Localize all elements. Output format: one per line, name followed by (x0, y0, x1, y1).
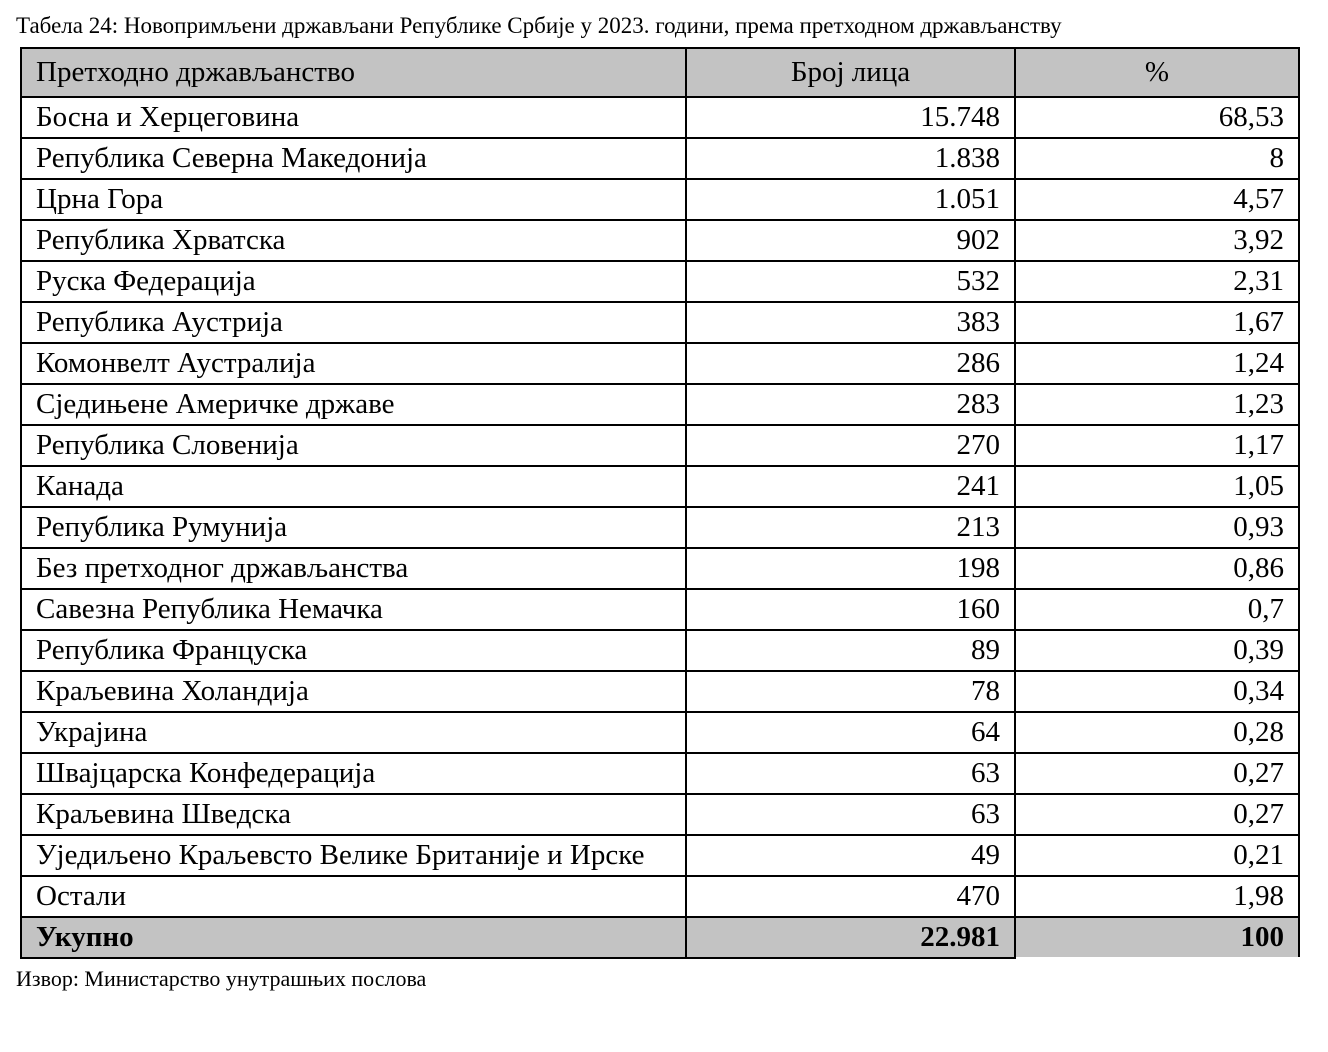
count-cell: 64 (686, 712, 1015, 753)
total-row (21, 917, 1299, 958)
table-row (21, 507, 1299, 548)
percent-cell: 0,93 (1015, 507, 1299, 548)
percent-cell: 1,67 (1015, 302, 1299, 343)
country-cell: Савезна Република Немачка (21, 589, 686, 630)
count-cell: 270 (686, 425, 1015, 466)
column-header-percent: % (1015, 48, 1299, 97)
percent-cell: 0,28 (1015, 712, 1299, 753)
country-cell: Црна Гора (21, 179, 686, 220)
country-cell: Република Аустрија (21, 302, 686, 343)
country-cell: Канада (21, 466, 686, 507)
count-cell: 286 (686, 343, 1015, 384)
country-cell: Република Румунија (21, 507, 686, 548)
percent-cell: 3,92 (1015, 220, 1299, 261)
column-header-number-of-persons: Број лица (686, 48, 1015, 97)
country-cell: Босна и Херцеговина (21, 97, 686, 138)
table-body (21, 97, 1299, 917)
percent-cell: 1,98 (1015, 876, 1299, 917)
percent-cell: 0,86 (1015, 548, 1299, 589)
table-row (21, 589, 1299, 630)
percent-cell: 0,34 (1015, 671, 1299, 712)
table-row (21, 220, 1299, 261)
percent-cell: 1,23 (1015, 384, 1299, 425)
count-cell: 49 (686, 835, 1015, 876)
table-row (21, 384, 1299, 425)
table-row (21, 876, 1299, 917)
total-percent-cell: 100 (1015, 917, 1299, 958)
country-cell: Република Хрватска (21, 220, 686, 261)
percent-cell: 0,39 (1015, 630, 1299, 671)
count-cell: 63 (686, 753, 1015, 794)
count-cell: 78 (686, 671, 1015, 712)
table-row (21, 794, 1299, 835)
percent-cell: 2,31 (1015, 261, 1299, 302)
count-cell: 383 (686, 302, 1015, 343)
table-row (21, 671, 1299, 712)
count-cell: 213 (686, 507, 1015, 548)
count-cell: 15.748 (686, 97, 1015, 138)
table-row (21, 261, 1299, 302)
percent-cell: 0,27 (1015, 753, 1299, 794)
country-cell: Сједињене Америчке државе (21, 384, 686, 425)
table-row (21, 425, 1299, 466)
table-row (21, 343, 1299, 384)
country-cell: Без претходног држављанства (21, 548, 686, 589)
country-cell: Остали (21, 876, 686, 917)
count-cell: 283 (686, 384, 1015, 425)
source-note: Извор: Министарство унутрашњих послова (16, 966, 427, 991)
table-row (21, 712, 1299, 753)
count-cell: 532 (686, 261, 1015, 302)
country-cell: Комонвелт Аустралија (21, 343, 686, 384)
percent-cell: 1,05 (1015, 466, 1299, 507)
count-cell: 63 (686, 794, 1015, 835)
country-cell: Украјина (21, 712, 686, 753)
count-cell: 902 (686, 220, 1015, 261)
table-row (21, 548, 1299, 589)
table-row (21, 97, 1299, 138)
table-row (21, 302, 1299, 343)
count-cell: 1.051 (686, 179, 1015, 220)
table-row (21, 835, 1299, 876)
total-count-cell: 22.981 (686, 917, 1015, 958)
count-cell: 241 (686, 466, 1015, 507)
table-row (21, 630, 1299, 671)
country-cell: Краљевина Холандија (21, 671, 686, 712)
table-header (21, 48, 1299, 97)
percent-cell: 1,24 (1015, 343, 1299, 384)
percent-cell: 8 (1015, 138, 1299, 179)
column-header-previous-citizenship: Претходно држављанство (21, 48, 686, 97)
count-cell: 198 (686, 548, 1015, 589)
count-cell: 89 (686, 630, 1015, 671)
table-row (21, 753, 1299, 794)
count-cell: 470 (686, 876, 1015, 917)
country-cell: Краљевина Шведска (21, 794, 686, 835)
table-row (21, 466, 1299, 507)
count-cell: 160 (686, 589, 1015, 630)
table-footer (21, 917, 1299, 958)
count-cell: 1.838 (686, 138, 1015, 179)
table-title: Табела 24: Новопримљени држављани Републике Србије у 2023. години, према претходном држављанству (16, 13, 1062, 38)
country-cell: Руска Федерација (21, 261, 686, 302)
total-label-cell: Укупно (21, 917, 686, 958)
country-cell: Република Француска (21, 630, 686, 671)
country-cell: Република Северна Македонија (21, 138, 686, 179)
table-row (21, 179, 1299, 220)
percent-cell: 68,53 (1015, 97, 1299, 138)
country-cell: Република Словенија (21, 425, 686, 466)
country-cell: Уједиљено Краљевсто Велике Британије и Ирске (21, 835, 686, 876)
percent-cell: 0,21 (1015, 835, 1299, 876)
percent-cell: 0,27 (1015, 794, 1299, 835)
header-row (21, 48, 1299, 97)
country-cell: Швајцарска Конфедерација (21, 753, 686, 794)
table-row (21, 138, 1299, 179)
percent-cell: 0,7 (1015, 589, 1299, 630)
percent-cell: 1,17 (1015, 425, 1299, 466)
citizenship-table (20, 47, 1300, 959)
percent-cell: 4,57 (1015, 179, 1299, 220)
